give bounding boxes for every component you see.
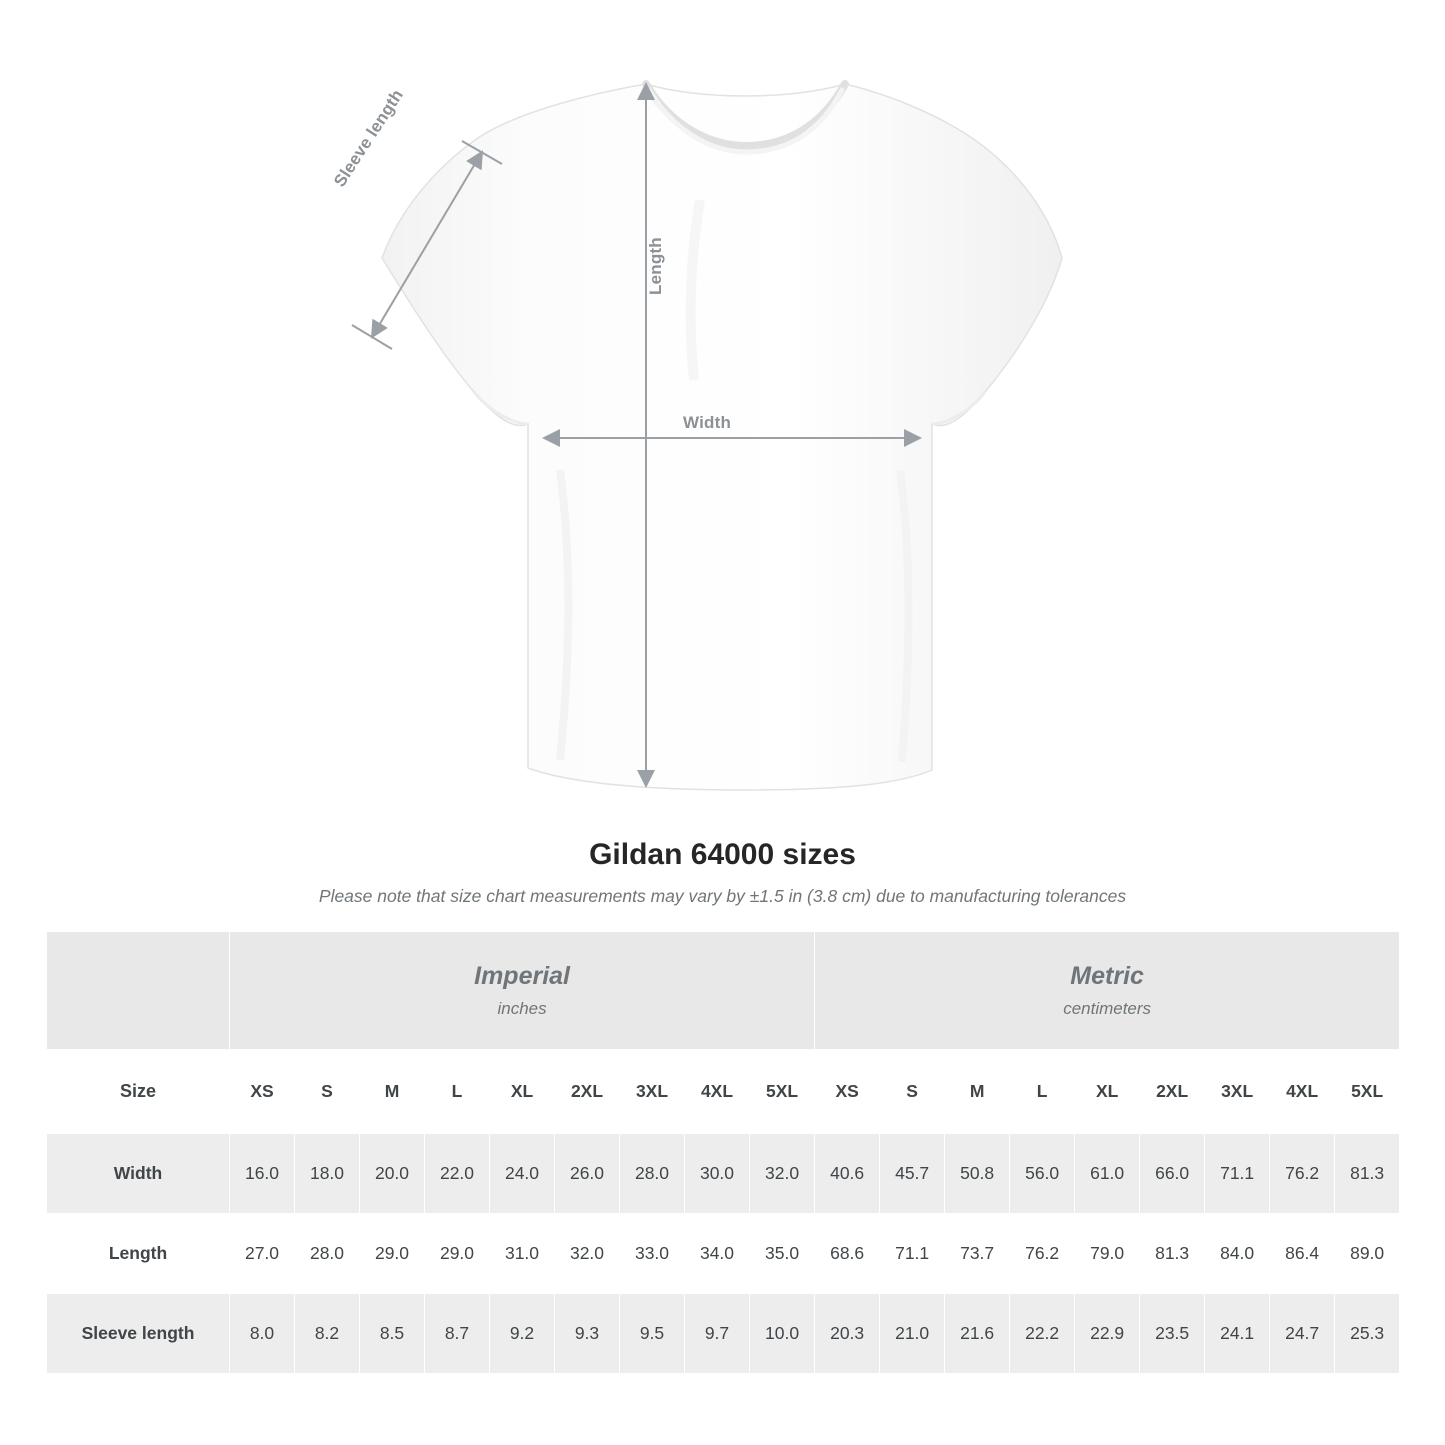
measurement-cell: 29.0 [360, 1214, 425, 1294]
measurement-cell: 50.8 [945, 1134, 1010, 1214]
page-title: Gildan 64000 sizes [589, 838, 856, 871]
measurement-cell: 27.0 [230, 1214, 295, 1294]
tolerance-note: Please note that size chart measurements may vary by ±1.5 in (3.8 cm) due to manufacturing tolerances [318, 886, 1127, 906]
measurement-cell: 40.6 [815, 1134, 880, 1214]
measurement-cell: 9.3 [555, 1294, 620, 1374]
table-row [47, 1134, 1400, 1214]
measurement-cell: 32.0 [555, 1214, 620, 1294]
size-header-cell: L [1010, 1050, 1075, 1134]
size-header-cell: S [295, 1050, 360, 1134]
size-header-cell: 3XL [1205, 1050, 1270, 1134]
size-header-cell: 4XL [1270, 1050, 1335, 1134]
measurement-cell: 21.0 [880, 1294, 945, 1374]
measurement-cell: 86.4 [1270, 1214, 1335, 1294]
measurement-cell: 84.0 [1205, 1214, 1270, 1294]
column-header-size: Size [47, 1050, 230, 1134]
measurement-cell: 76.2 [1010, 1214, 1075, 1294]
size-header-cell: 3XL [620, 1050, 685, 1134]
measurement-cell: 8.0 [230, 1294, 295, 1374]
size-header-cell: 2XL [1140, 1050, 1205, 1134]
measurement-cell: 24.0 [490, 1134, 555, 1214]
measurement-cell: 68.6 [815, 1214, 880, 1294]
measurement-cell: 23.5 [1140, 1294, 1205, 1374]
measurement-cell: 32.0 [750, 1134, 815, 1214]
unit-sub-imperial: inches [497, 999, 547, 1018]
measurement-cell: 30.0 [685, 1134, 750, 1214]
size-header-cell: L [425, 1050, 490, 1134]
measurement-cell: 45.7 [880, 1134, 945, 1214]
unit-group-imperial [230, 932, 815, 1050]
measurement-cell: 31.0 [490, 1214, 555, 1294]
measurement-cell: 9.7 [685, 1294, 750, 1374]
size-chart-table [46, 931, 1400, 1374]
table-row [47, 1214, 1400, 1294]
measurement-cell: 81.3 [1140, 1214, 1205, 1294]
measurement-cell: 8.7 [425, 1294, 490, 1374]
size-chart-table-wrapper [0, 931, 1445, 1374]
measurement-cell: 79.0 [1075, 1214, 1140, 1294]
measurement-cell: 22.9 [1075, 1294, 1140, 1374]
size-header-cell: XL [490, 1050, 555, 1134]
measurement-cell: 28.0 [295, 1214, 360, 1294]
unit-group-metric [815, 932, 1400, 1050]
measurement-cell: 61.0 [1075, 1134, 1140, 1214]
measurement-cell: 34.0 [685, 1214, 750, 1294]
sleeve-length-label: Sleeve length [330, 85, 408, 191]
unit-spacer-cell [47, 932, 230, 1050]
unit-header-row [47, 932, 1400, 1050]
unit-sub-metric: centimeters [1063, 999, 1152, 1018]
size-header-cell: 5XL [1335, 1050, 1400, 1134]
measurement-cell: 9.2 [490, 1294, 555, 1374]
unit-name-imperial: Imperial [474, 962, 570, 990]
size-header-cell: 2XL [555, 1050, 620, 1134]
measurement-cell: 8.2 [295, 1294, 360, 1374]
row-label: Length [47, 1214, 230, 1294]
measurement-cell: 73.7 [945, 1214, 1010, 1294]
measurement-cell: 71.1 [1205, 1134, 1270, 1214]
size-header-cell: XL [1075, 1050, 1140, 1134]
size-header-cell: M [945, 1050, 1010, 1134]
measurement-cell: 24.7 [1270, 1294, 1335, 1374]
table-row [47, 1294, 1400, 1374]
size-header-cell: M [360, 1050, 425, 1134]
measurement-cell: 10.0 [750, 1294, 815, 1374]
measurement-cell: 9.5 [620, 1294, 685, 1374]
measurement-cell: 28.0 [620, 1134, 685, 1214]
size-header-row [47, 1050, 1400, 1134]
measurement-cell: 16.0 [230, 1134, 295, 1214]
size-header-cell: XS [815, 1050, 880, 1134]
row-label: Sleeve length [47, 1294, 230, 1374]
measurement-cell: 20.3 [815, 1294, 880, 1374]
measurement-cell: 29.0 [425, 1214, 490, 1294]
size-header-cell: 5XL [750, 1050, 815, 1134]
measurement-cell: 26.0 [555, 1134, 620, 1214]
measurement-cell: 8.5 [360, 1294, 425, 1374]
measurement-cell: 22.2 [1010, 1294, 1075, 1374]
measurement-cell: 25.3 [1335, 1294, 1400, 1374]
size-header-cell: 4XL [685, 1050, 750, 1134]
measurement-cell: 35.0 [750, 1214, 815, 1294]
length-label: Length [646, 237, 665, 295]
measurement-cell: 18.0 [295, 1134, 360, 1214]
chart-heading [0, 838, 1445, 907]
measurement-cell: 56.0 [1010, 1134, 1075, 1214]
measurement-cell: 66.0 [1140, 1134, 1205, 1214]
measurement-cell: 22.0 [425, 1134, 490, 1214]
measurement-cell: 21.6 [945, 1294, 1010, 1374]
unit-name-metric: Metric [1070, 962, 1144, 990]
size-header-cell: S [880, 1050, 945, 1134]
row-label: Width [47, 1134, 230, 1214]
measurement-cell: 33.0 [620, 1214, 685, 1294]
size-header-cell: XS [230, 1050, 295, 1134]
measurement-cell: 89.0 [1335, 1214, 1400, 1294]
width-label: Width [683, 413, 732, 432]
measurement-cell: 81.3 [1335, 1134, 1400, 1214]
measurement-cell: 20.0 [360, 1134, 425, 1214]
measurement-cell: 71.1 [880, 1214, 945, 1294]
measurement-cell: 76.2 [1270, 1134, 1335, 1214]
measurement-cell: 24.1 [1205, 1294, 1270, 1374]
